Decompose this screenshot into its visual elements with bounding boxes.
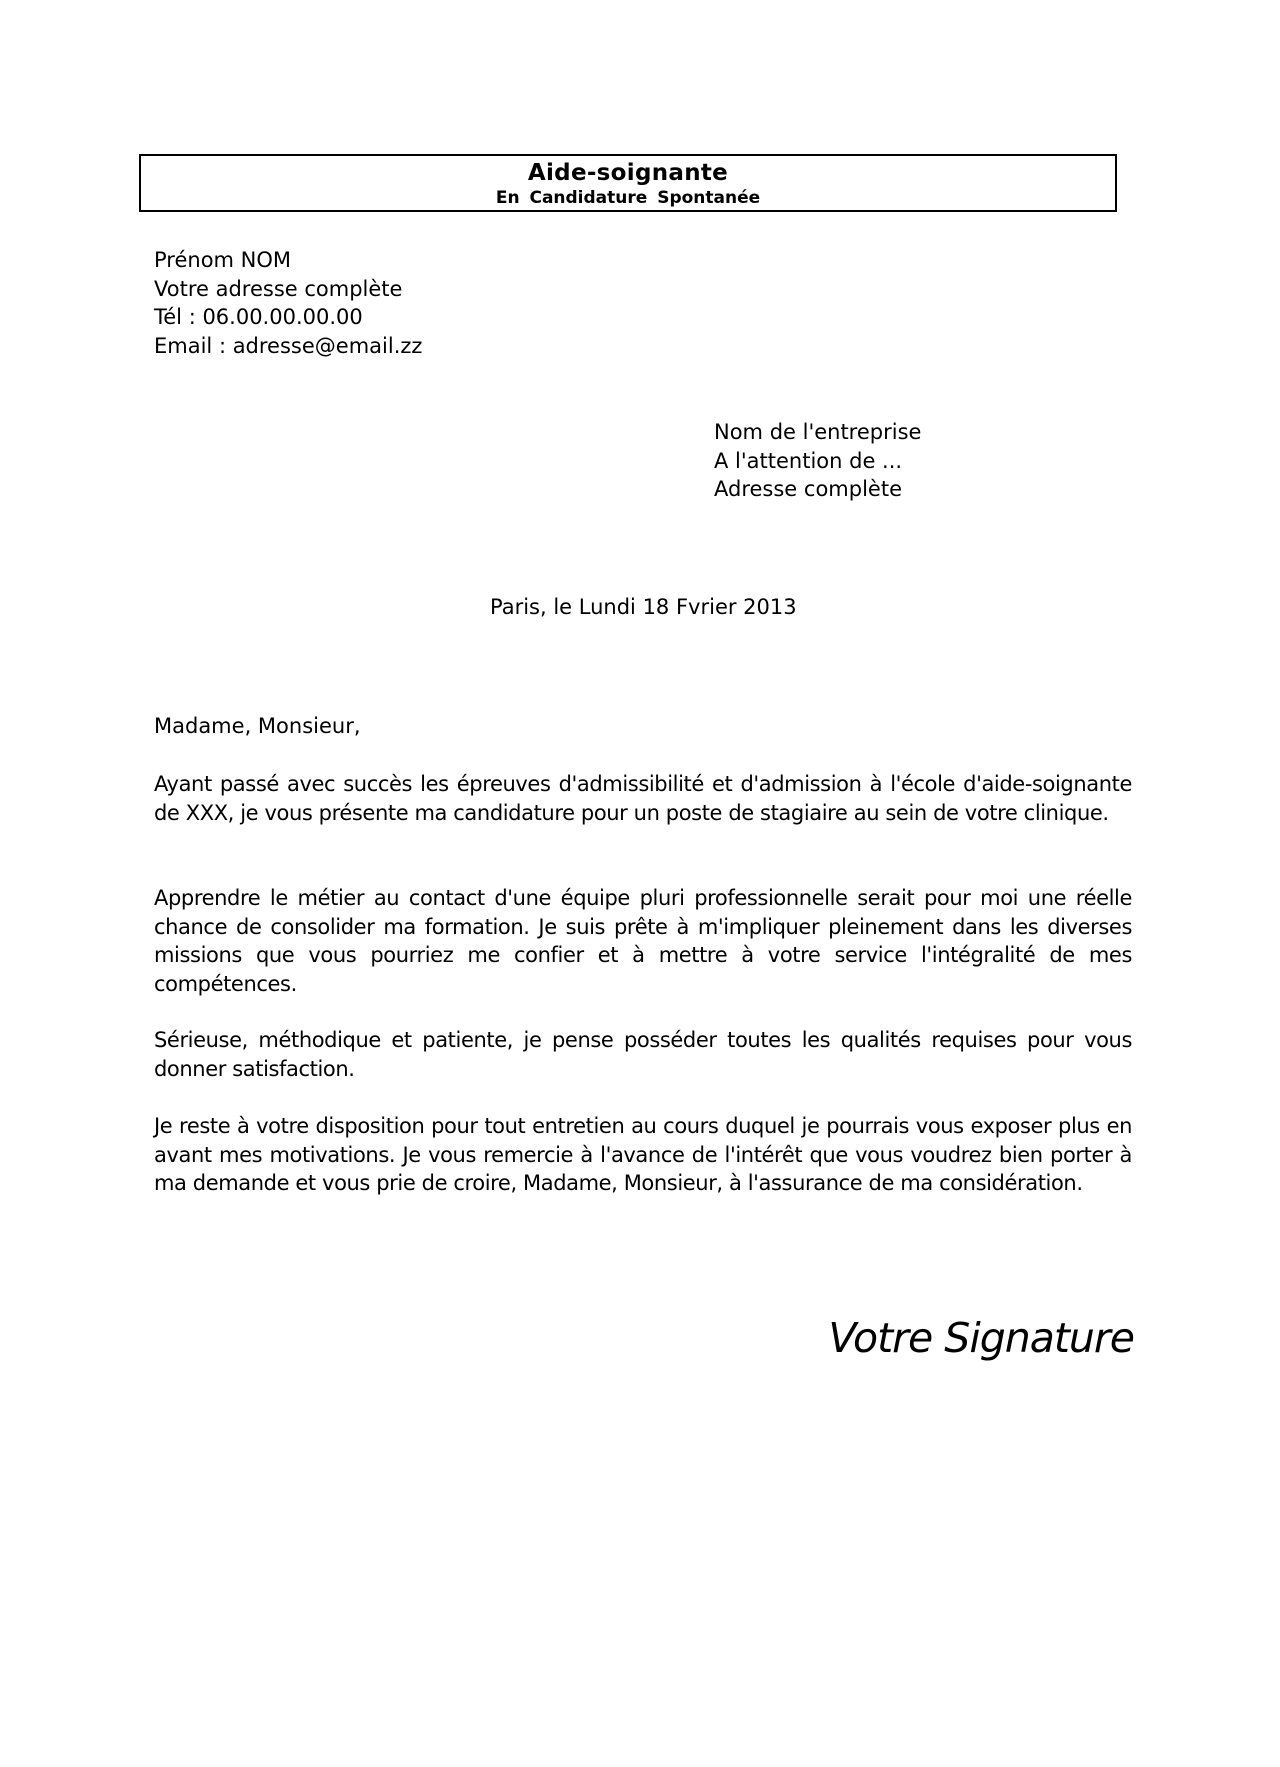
document-title: Aide-soignante	[527, 160, 729, 186]
body-paragraph: Sérieuse, méthodique et patiente, je pense posséder toutes les qualités requises pour vous donner satisfaction.	[154, 1028, 1132, 1081]
body-paragraph: Je reste à votre disposition pour tout entretien au cours duquel je pourrais vous exposer plus en avant mes motivations. Je vous remercie à l'avance de l'intérêt que vous voudrez bien porter à ma demande et vous prie de croire, Madame, Monsieur, à l'assurance de ma considération.	[154, 1114, 1132, 1195]
sender-address: Votre adresse complète	[154, 276, 403, 301]
recipient-attention: A l'attention de ...	[714, 448, 903, 473]
letter-date: Paris, le Lundi 18 Fvrier 2013	[490, 595, 797, 619]
recipient-company: Nom de l'entreprise	[714, 420, 922, 444]
sender-phone: Tél : 06.00.00.00.00	[154, 305, 363, 329]
signature: Votre Signature	[828, 1314, 1134, 1362]
salutation: Madame, Monsieur,	[154, 714, 361, 738]
body-paragraph: Apprendre le métier au contact d'une équipe pluri professionnelle serait pour moi une réelle chance de consolider ma formation. Je suis prête à m'impliquer pleinement dans les diverses missions que vous pourriez me confier et à mettre à votre service l'intégralité de mes compétences.	[154, 886, 1132, 996]
sender-block	[154, 246, 422, 360]
recipient-block	[714, 418, 921, 504]
body-paragraph: Ayant passé avec succès les épreuves d'admissibilité et d'admission à l'école d'aide-soignante de XXX, je vous présente ma candidature pour un poste de stagiaire au sein de votre clinique.	[154, 772, 1132, 825]
document-subtitle: En Candidature Spontanée	[495, 188, 761, 208]
title-box	[139, 154, 1117, 212]
recipient-address: Adresse complète	[714, 477, 902, 501]
sender-email: Email : adresse@email.zz	[154, 333, 423, 358]
sender-name: Prénom NOM	[154, 248, 292, 272]
